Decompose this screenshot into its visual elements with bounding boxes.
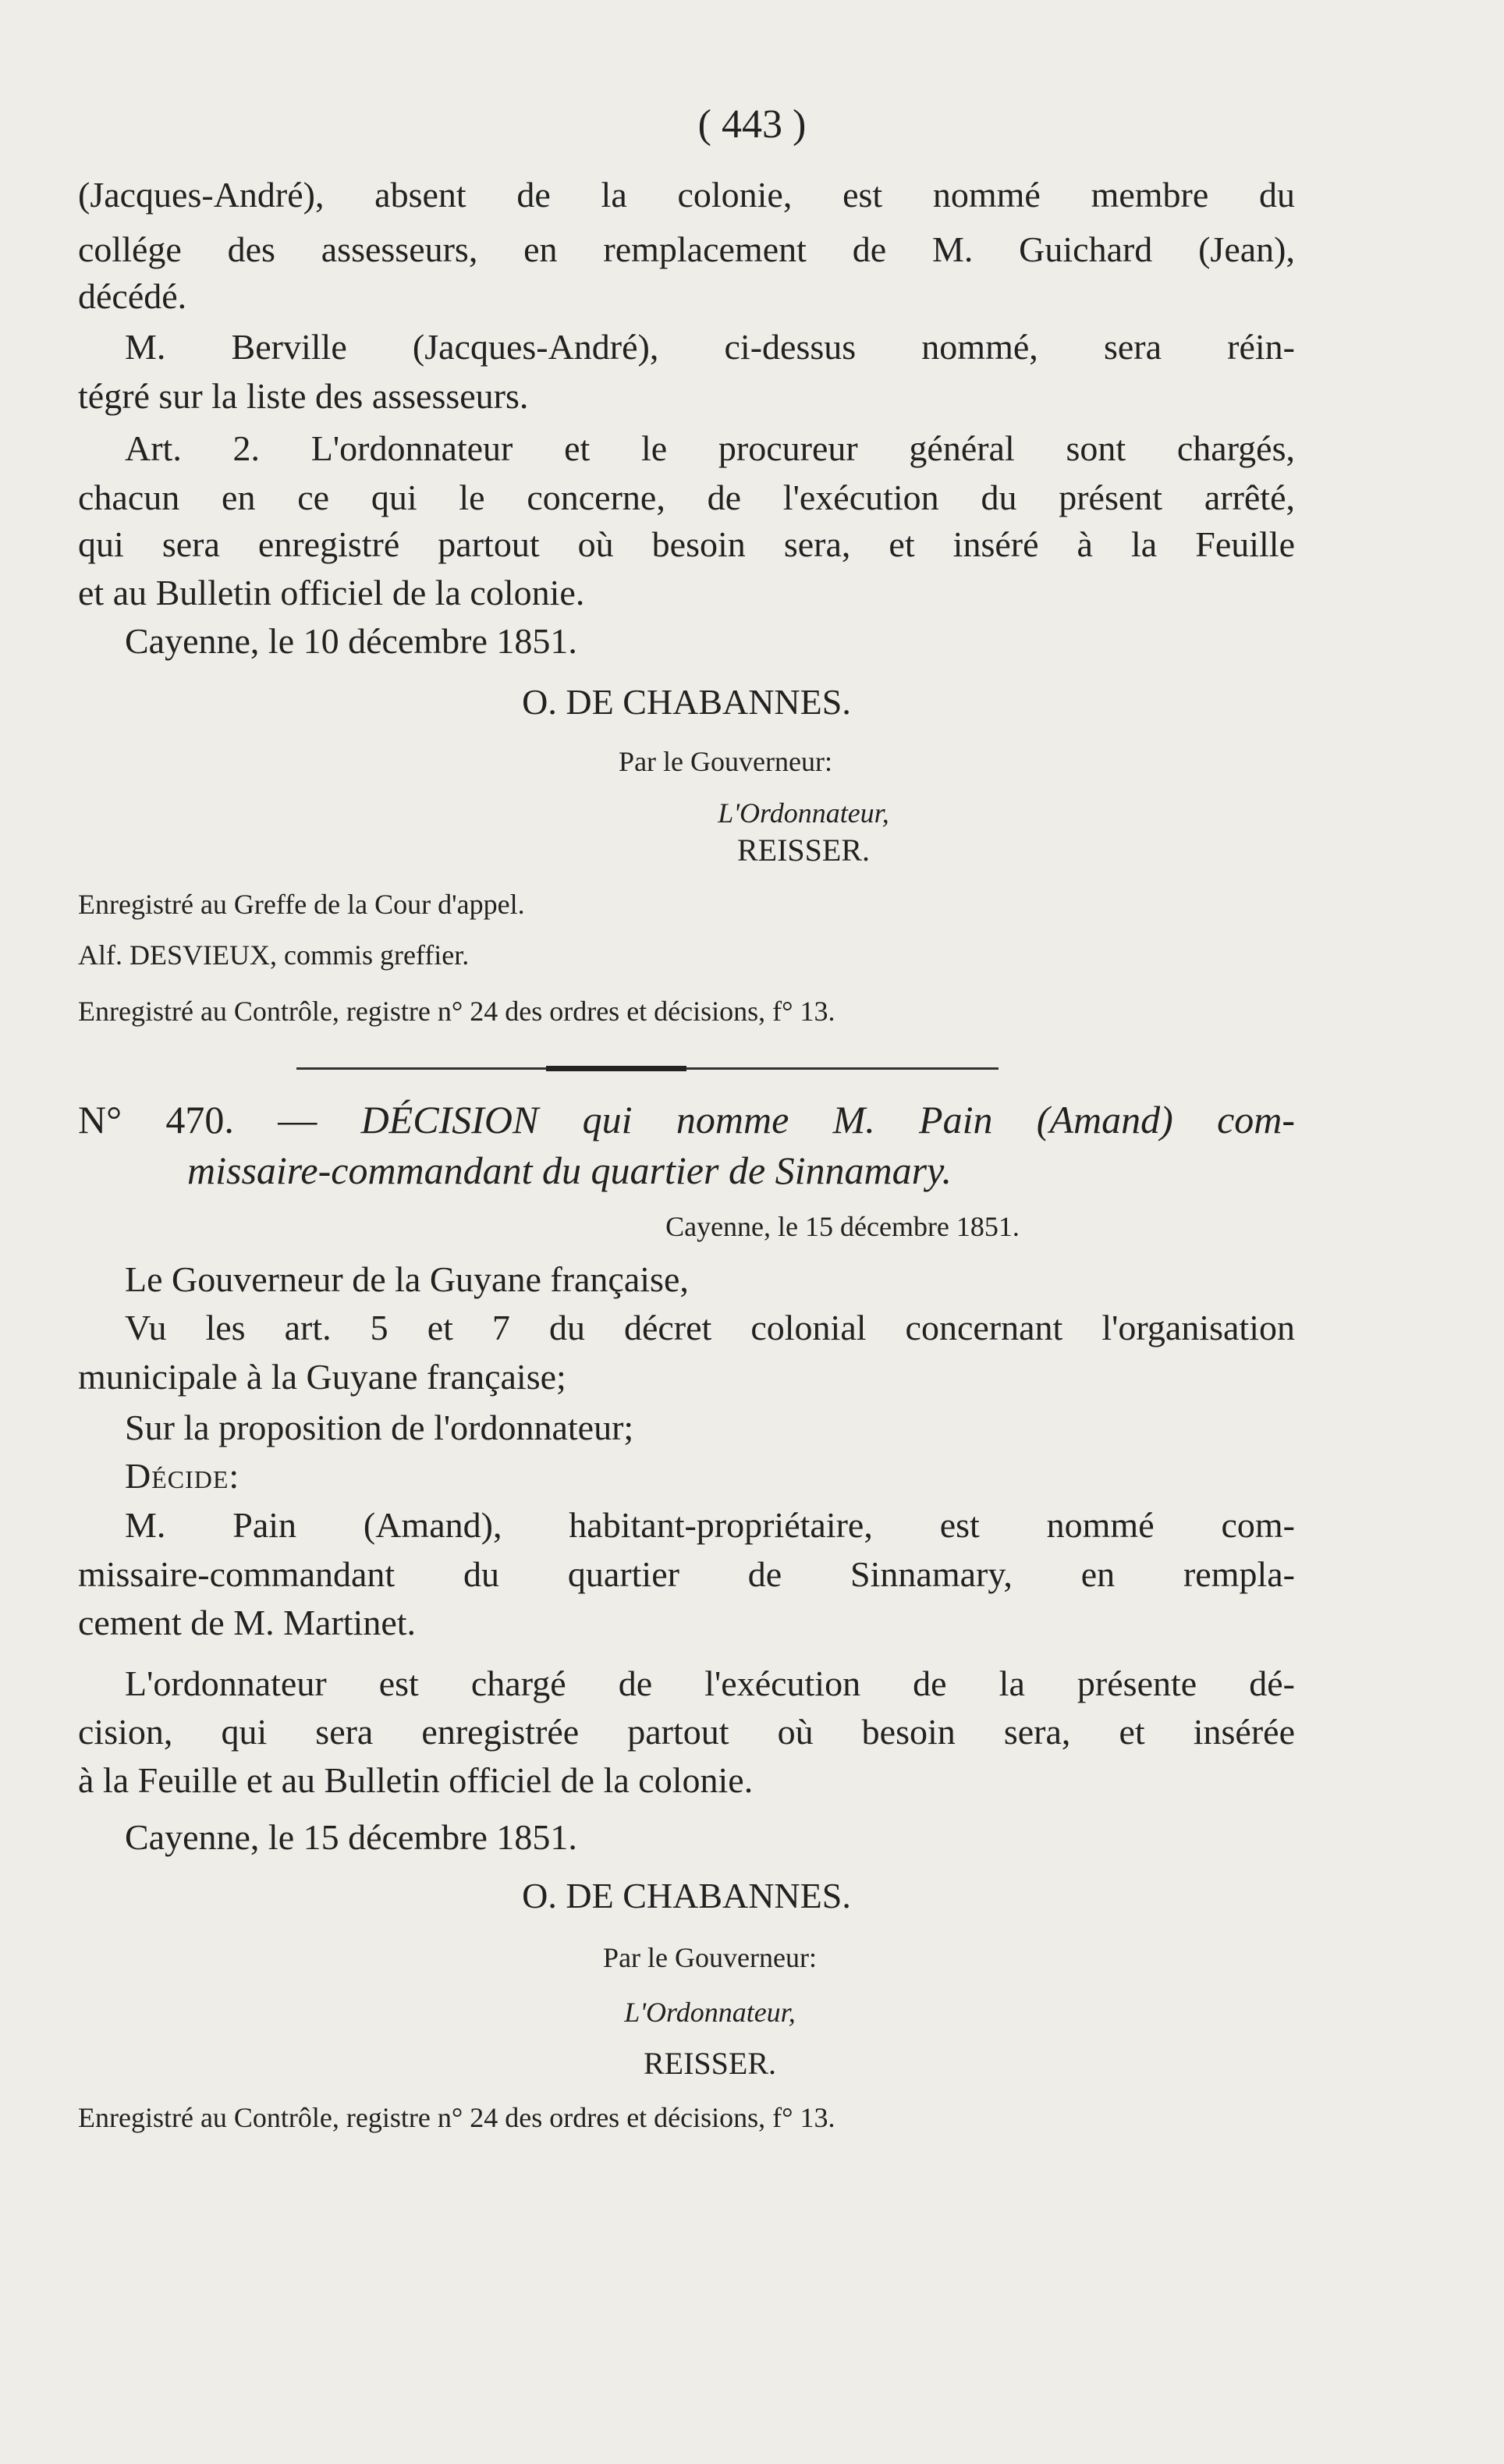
text-line: L'ordonnateur est chargé de l'exécution de la présente dé-: [125, 1663, 1295, 1703]
text-line: M. Berville (Jacques-André), ci-dessus nommé, sera réin-: [125, 327, 1295, 367]
decision-title: [78, 1096, 1295, 1143]
text-line: Le Gouverneur de la Guyane française,: [125, 1259, 689, 1299]
date-line: Cayenne, le 15 décembre 1851.: [125, 1817, 577, 1857]
text-line: M. Pain (Amand), habitant-propriétaire, est nommé com-: [125, 1505, 1295, 1545]
par-le-gouverneur: Par le Gouverneur:: [603, 1942, 817, 1973]
controle-registration: Enregistré au Contrôle, registre n° 24 des ordres et décisions, f° 13.: [78, 996, 835, 1027]
text-line: Sur la proposition de l'ordonnateur;: [125, 1408, 634, 1447]
greffe-registration: Enregistré au Greffe de la Cour d'appel.: [78, 889, 525, 920]
text-line: collége des assesseurs, en remplacement de M. Guichard (Jean),: [78, 229, 1295, 269]
decision-title-l1: DÉCISION qui nomme M. Pain (Amand) com-: [360, 1098, 1296, 1141]
text-line: et au Bulletin officiel de la colonie.: [78, 573, 585, 612]
controle-registration: Enregistré au Contrôle, registre n° 24 des ordres et décisions, f° 13.: [78, 2102, 835, 2133]
decide-label: Décide:: [125, 1456, 240, 1496]
decision-date: Cayenne, le 15 décembre 1851.: [665, 1211, 1020, 1242]
text-line: municipale à la Guyane française;: [78, 1357, 566, 1397]
text-line: Vu les art. 5 et 7 du décret colonial concernant l'organisation: [125, 1308, 1295, 1347]
text-line: qui sera enregistré partout où besoin sera, et inséré à la Feuille: [78, 524, 1295, 564]
text-line: tégré sur la liste des assesseurs.: [78, 376, 529, 416]
governor-signature: O. DE CHABANNES.: [522, 1876, 851, 1915]
text-line: à la Feuille et au Bulletin officiel de la colonie.: [78, 1760, 754, 1800]
page-number: ( 443 ): [697, 102, 807, 147]
ordonnateur-label: L'Ordonnateur,: [624, 1997, 796, 2028]
text-line: missaire-commandant du quartier de Sinnamary, en rempla-: [78, 1554, 1295, 1594]
article-2: Art. 2. L'ordonnateur et le procureur général sont chargés,: [125, 428, 1295, 468]
text-line: (Jacques-André), absent de la colonie, est nommé membre du: [78, 175, 1295, 215]
ordonnateur-signature: REISSER.: [736, 833, 871, 868]
text-line: chacun en ce qui le concerne, de l'exécution du présent arrêté,: [78, 478, 1295, 517]
date-line: Cayenne, le 10 décembre 1851.: [125, 621, 577, 661]
greffier-signature: Alf. DESVIEUX, commis greffier.: [78, 939, 470, 971]
text-line: cision, qui sera enregistrée partout où besoin sera, et insérée: [78, 1712, 1295, 1752]
decision-number: N° 470. —: [78, 1098, 317, 1141]
par-le-gouverneur: Par le Gouverneur:: [619, 746, 832, 777]
ordonnateur-signature: REISSER.: [643, 2046, 777, 2081]
section-divider: [296, 1067, 999, 1070]
ordonnateur-label: L'Ordonnateur,: [718, 797, 889, 829]
governor-signature: O. DE CHABANNES.: [522, 682, 851, 722]
text-line: décédé.: [78, 276, 187, 316]
decision-title-l2: missaire-commandant du quartier de Sinnamary.: [187, 1149, 952, 1192]
text-line: cement de M. Martinet.: [78, 1603, 417, 1642]
